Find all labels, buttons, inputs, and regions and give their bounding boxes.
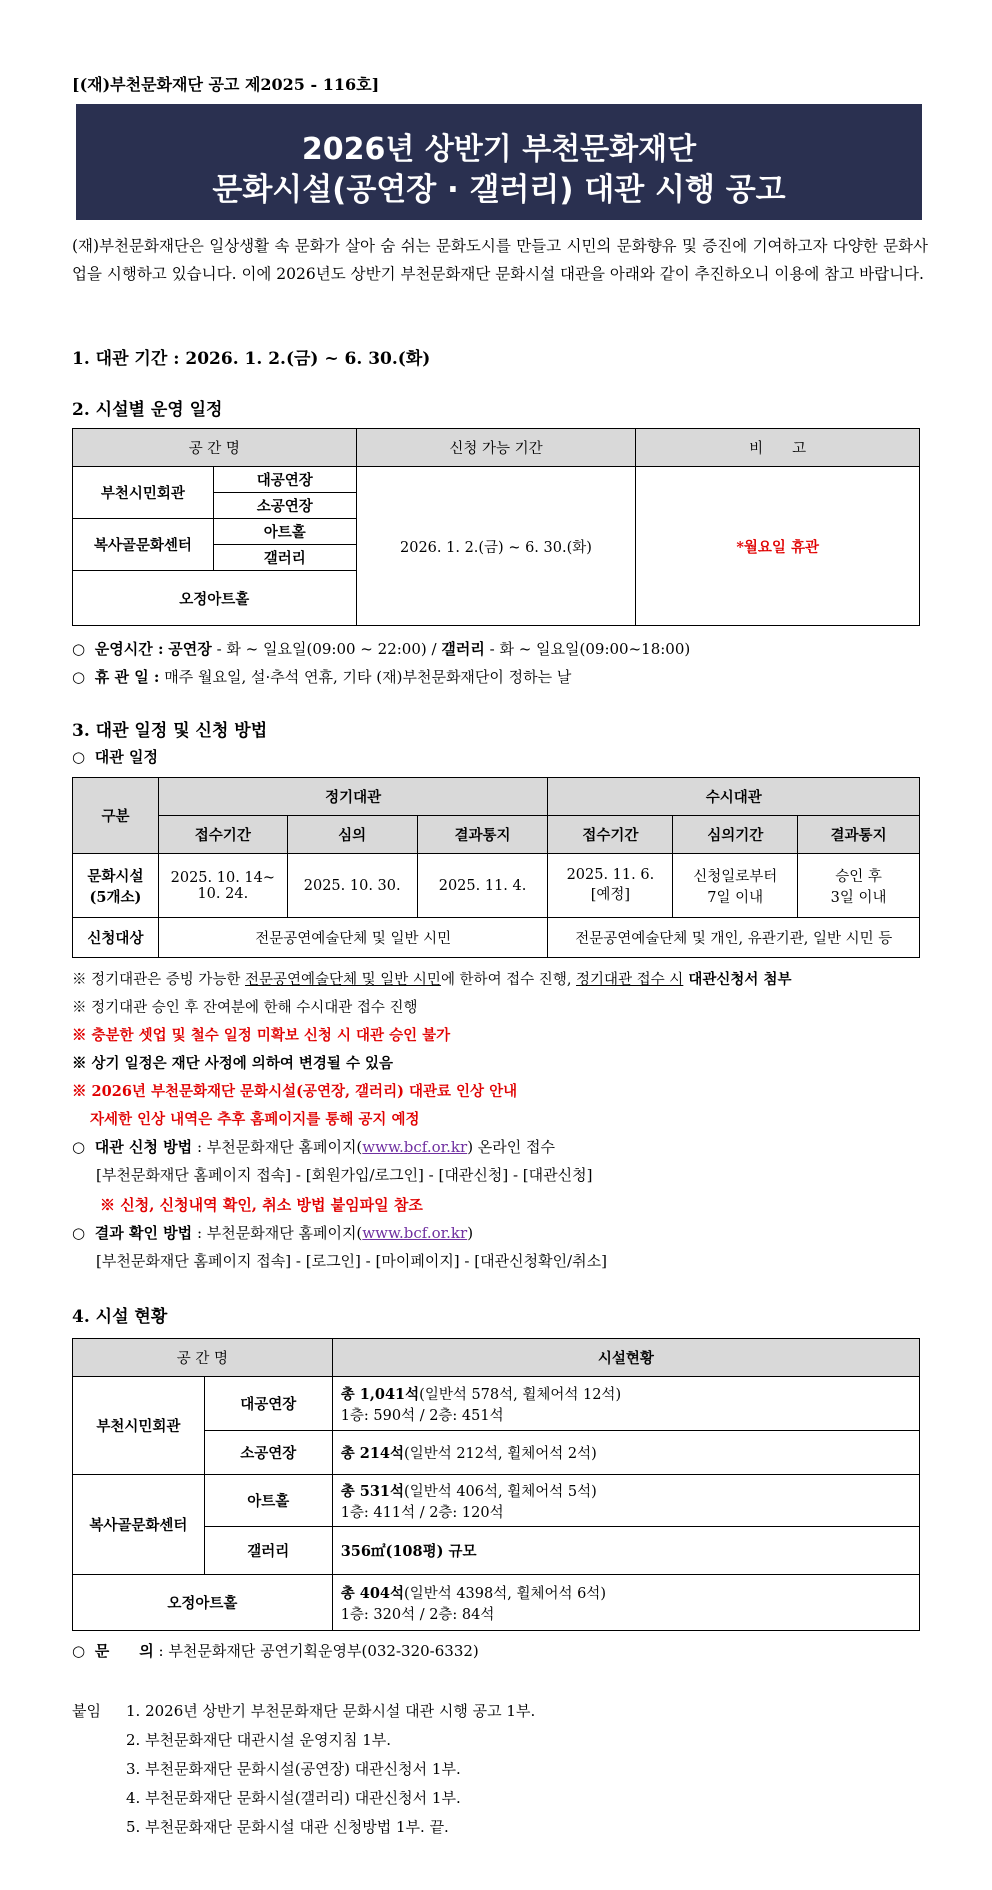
result-method: ○ 결과 확인 방법 : 부천문화재단 홈페이지(www.bcf.or.kr) — [72, 1224, 474, 1242]
header-regular-rental: 정기대관 — [158, 778, 548, 816]
attachment-item: 5. 부천문화재단 문화시설 대관 신청방법 1부. 끝. — [126, 1818, 449, 1836]
note-fee-details: 자세한 인상 내역은 추후 홈페이지를 통해 공지 예정 — [90, 1111, 420, 1128]
section-3-title: 3. 대관 일정 및 신청 방법 — [72, 721, 268, 741]
room-main-hall: 대공연장 — [213, 467, 356, 493]
intro-paragraph: (재)부천문화재단은 일상생활 속 문화가 살아 숨 쉬는 문화도시를 만들고 시민의 문화향유 및 증진에 기여하고자 다양한 문화사업을 시행하고 있습니다. 이에 2026년도 상반기 부천문화재단 문화시설 대관을 아래와 같이 추진하오니 이용에 참고 바랍니다. — [72, 237, 928, 283]
header-occasional-rental: 수시대관 — [548, 778, 920, 816]
circle-bullet-icon: ○ — [72, 748, 86, 766]
closed-days: ○ 휴 관 일 : 매주 월요일, 설·추석 연휴, 기타 (재)부천문화재단이 정하는 날 — [72, 668, 572, 686]
section-1-title: 1. 대관 기간 : 2026. 1. 2.(금) ~ 6. 30.(화) — [72, 349, 431, 369]
rental-schedule-table — [72, 777, 920, 958]
venue-boksagol-center: 복사골문화센터 — [73, 1475, 205, 1575]
section-4-title: 4. 시설 현황 — [72, 1307, 168, 1327]
circle-bullet-icon: ○ — [72, 1642, 86, 1660]
subheader-reception: 접수기간 — [158, 816, 287, 854]
circle-bullet-icon: ○ — [72, 640, 86, 658]
subheader-review: 심의 — [287, 816, 417, 854]
table-cell: 전문공연예술단체 및 일반 시민 — [158, 918, 548, 958]
room-art-hall: 아트홀 — [204, 1475, 332, 1527]
main-hall-seats: 총 1,041석(일반석 578석, 휠체어석 12석) 1층: 590석 / 2층: 451석 — [332, 1377, 919, 1431]
attachments-label: 붙임 — [72, 1702, 101, 1720]
room-small-hall: 소공연장 — [213, 493, 356, 519]
remark-monday-closed: *월요일 휴관 — [636, 467, 920, 626]
application-period: 2026. 1. 2.(금) ~ 6. 30.(화) — [356, 467, 636, 626]
website-link[interactable]: www.bcf.or.kr — [362, 1224, 468, 1242]
inquiry: ○ 문 의 : 부천문화재단 공연기획운영부(032-320-6332) — [72, 1642, 479, 1660]
venue-boksagol-center: 복사골문화센터 — [73, 519, 214, 571]
note-fee-increase: ※ 2026년 부천문화재단 문화시설(공연장, 갤러리) 대관료 인상 안내 — [72, 1083, 518, 1100]
circle-bullet-icon: ○ — [72, 1138, 86, 1156]
note-regular-rental: ※ 정기대관은 증빙 가능한 전문공연예술단체 및 일반 시민에 한하여 접수 진행, 정기대관 접수 시 대관신청서 첨부 — [72, 971, 792, 988]
table-cell: 2025. 10. 14~ 10. 24. — [158, 854, 287, 918]
notice-number: [(재)부천문화재단 공고 제2025 - 116호] — [72, 75, 380, 94]
note-occasional-rental: ※ 정기대관 승인 후 잔여분에 한해 수시대관 접수 진행 — [72, 1000, 418, 1016]
room-gallery: 갤러리 — [204, 1527, 332, 1575]
note-schedule-change: ※ 상기 일정은 재단 사정에 의하여 변경될 수 있음 — [72, 1055, 394, 1072]
note-setup-warning: ※ 충분한 셋업 및 철수 일정 미확보 신청 시 대관 승인 불가 — [72, 1027, 451, 1044]
venue-bucheon-civic-hall: 부천시민회관 — [73, 467, 214, 519]
room-gallery: 갤러리 — [213, 545, 356, 571]
apply-note: ※ 신청, 신청내역 확인, 취소 방법 붙임파일 참조 — [100, 1196, 423, 1214]
schedule-table — [72, 428, 920, 626]
circle-bullet-icon: ○ — [72, 668, 86, 686]
attachment-item: 1. 2026년 상반기 부천문화재단 문화시설 대관 시행 공고 1부. — [126, 1702, 536, 1720]
row-applicants: 신청대상 — [73, 918, 159, 958]
apply-path: [부천문화재단 홈페이지 접속] - [회원가입/로그인] - [대관신청] - [대관신청] — [96, 1166, 593, 1184]
room-main-hall: 대공연장 — [204, 1377, 332, 1431]
gallery-size: 356㎡(108평) 규모 — [332, 1527, 919, 1575]
header-space-name: 공 간 명 — [73, 1339, 333, 1377]
subheader-result: 결과통지 — [798, 816, 920, 854]
table-cell: 2025. 10. 30. — [287, 854, 417, 918]
header-facility-status: 시설현황 — [332, 1339, 919, 1377]
art-hall-seats: 총 531석(일반석 406석, 휠체어석 5석) 1층: 411석 / 2층: 120석 — [332, 1475, 919, 1527]
venue-ojeong-art-hall: 오정아트홀 — [73, 571, 357, 626]
room-small-hall: 소공연장 — [204, 1431, 332, 1475]
operating-hours: ○ 운영시간 : 공연장 - 화 ~ 일요일(09:00 ~ 22:00) / 갤러리 - 화 ~ 일요일(09:00~18:00) — [72, 640, 691, 658]
header-category: 구분 — [73, 778, 159, 854]
title-line-2: 문화시설(공연장 · 갤러리) 대관 시행 공고 — [212, 172, 786, 208]
attachment-item: 2. 부천문화재단 대관시설 운영지침 1부. — [126, 1731, 392, 1749]
facility-table — [72, 1338, 920, 1631]
subheader-reception: 접수기간 — [548, 816, 673, 854]
website-link[interactable]: www.bcf.or.kr — [362, 1138, 468, 1156]
apply-method: ○ 대관 신청 방법 : 부천문화재단 홈페이지(www.bcf.or.kr) 온라인 접수 — [72, 1138, 556, 1156]
room-art-hall: 아트홀 — [213, 519, 356, 545]
attachment-item: 4. 부천문화재단 문화시설(갤러리) 대관신청서 1부. — [126, 1789, 461, 1807]
title-line-1: 2026년 상반기 부천문화재단 — [301, 132, 697, 167]
header-remark: 비 고 — [636, 429, 920, 467]
attachment-item: 3. 부천문화재단 문화시설(공연장) 대관신청서 1부. — [126, 1760, 461, 1778]
subheader-review-period: 심의기간 — [673, 816, 798, 854]
subheader-result: 결과통지 — [417, 816, 548, 854]
header-space-name: 공 간 명 — [73, 429, 357, 467]
ojeong-seats: 총 404석(일반석 4398석, 휠체어석 6석) 1층: 320석 / 2층: 84석 — [332, 1575, 919, 1631]
table-cell: 2025. 11. 6. [예정] — [548, 854, 673, 918]
rental-schedule-subtitle: ○ 대관 일정 — [72, 748, 158, 766]
venue-ojeong-art-hall: 오정아트홀 — [73, 1575, 333, 1631]
table-cell: 2025. 11. 4. — [417, 854, 548, 918]
title-banner — [76, 104, 922, 220]
result-path: [부천문화재단 홈페이지 접속] - [로그인] - [마이페이지] - [대관신청확인/취소] — [96, 1252, 607, 1270]
row-cultural-facilities: 문화시설 (5개소) — [73, 854, 159, 918]
table-cell: 신청일로부터 7일 이내 — [673, 854, 798, 918]
venue-bucheon-civic-hall: 부천시민회관 — [73, 1377, 205, 1475]
circle-bullet-icon: ○ — [72, 1224, 86, 1242]
header-period: 신청 가능 기간 — [356, 429, 636, 467]
table-cell: 승인 후 3일 이내 — [798, 854, 920, 918]
table-cell: 전문공연예술단체 및 개인, 유관기관, 일반 시민 등 — [548, 918, 920, 958]
section-2-title: 2. 시설별 운영 일정 — [72, 400, 223, 420]
small-hall-seats: 총 214석(일반석 212석, 휠체어석 2석) — [332, 1431, 919, 1475]
